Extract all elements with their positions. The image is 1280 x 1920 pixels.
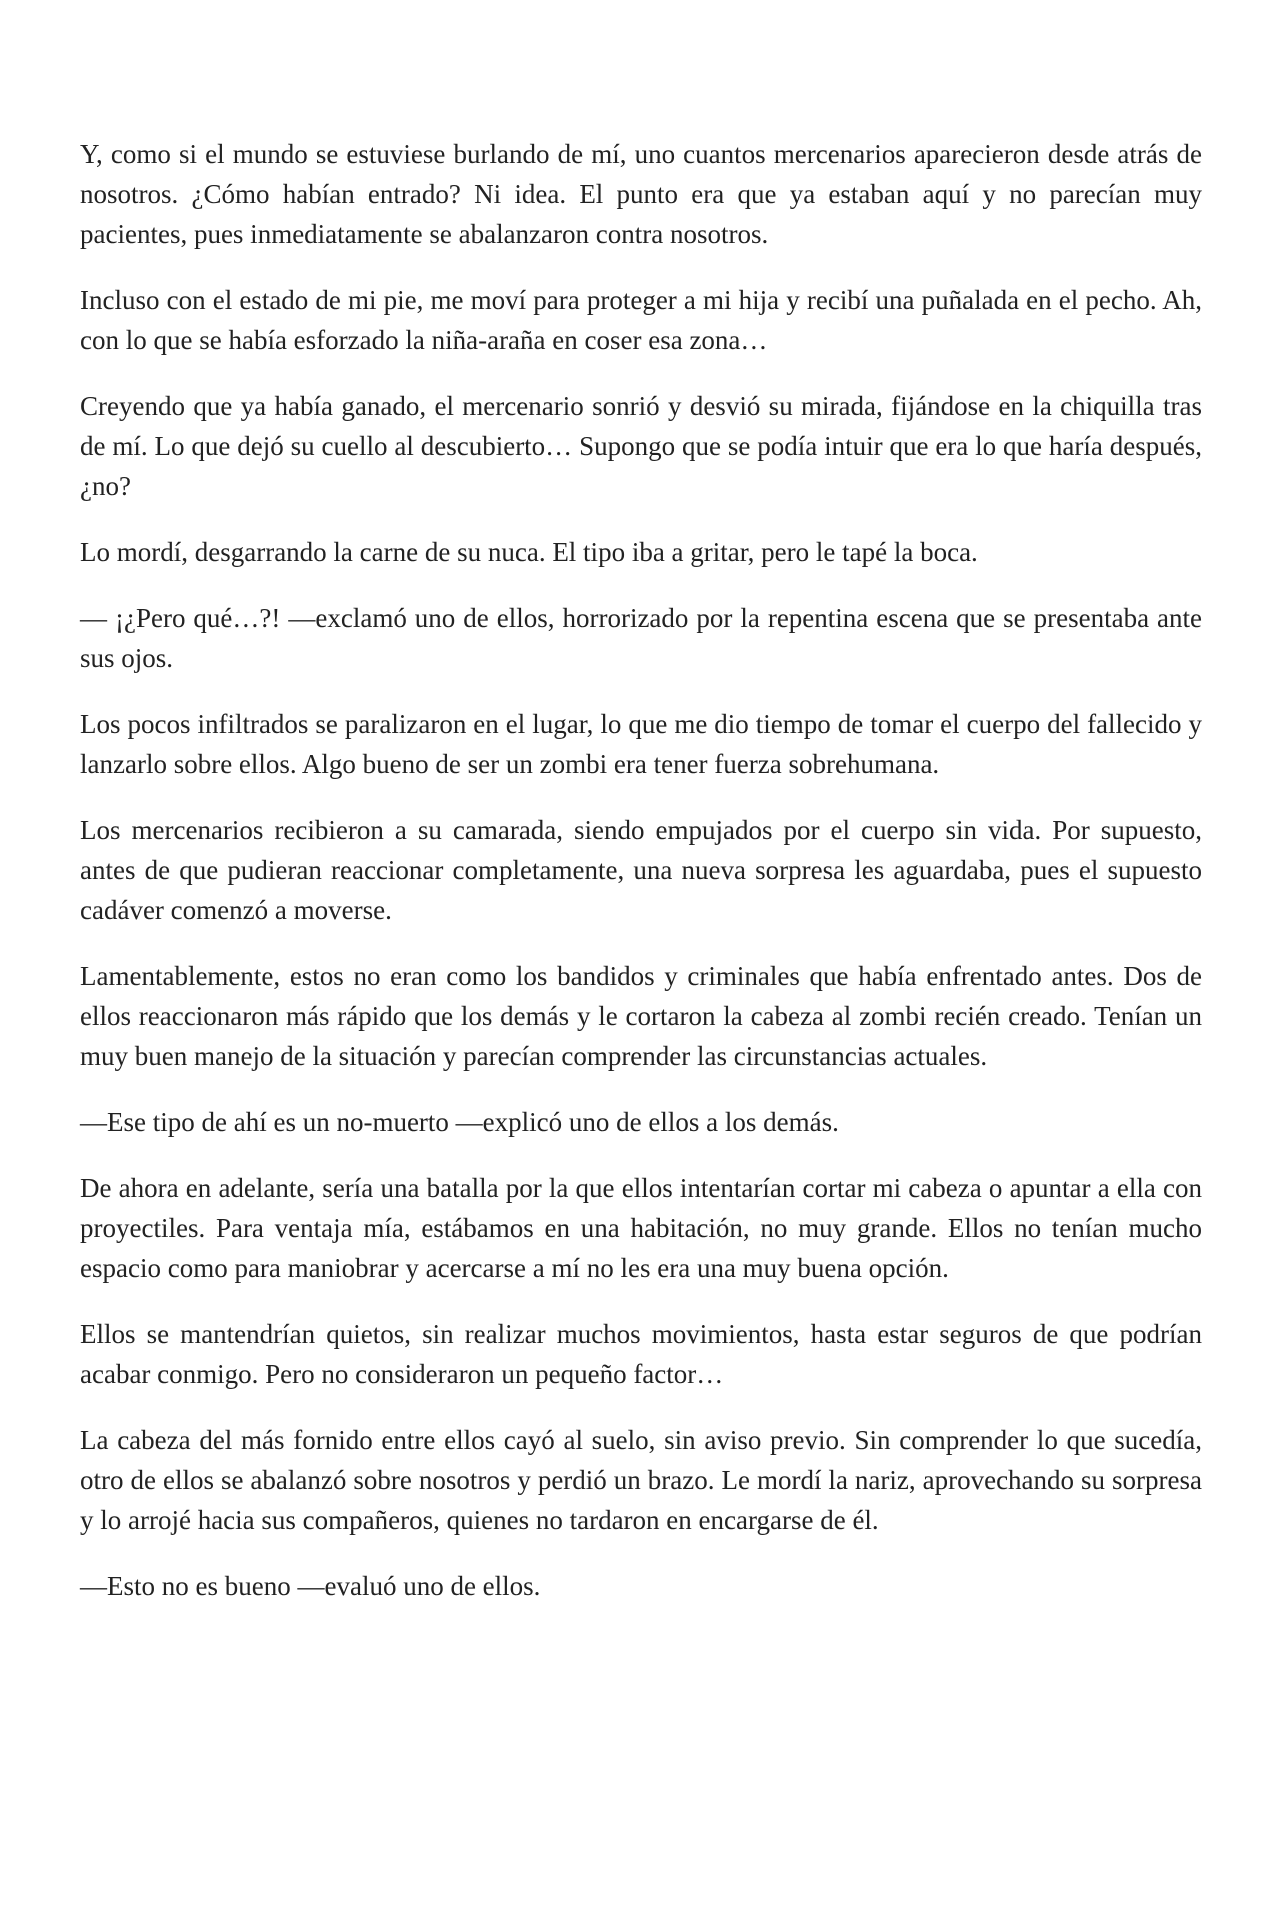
dialogue-paragraph: —Ese tipo de ahí es un no-muerto —explicó uno de ellos a los demás.	[80, 1107, 839, 1137]
paragraph: Los pocos infiltrados se paralizaron en el lugar, lo que me dio tiempo de tomar el cuerpo del fallecido y lanzarlo sobre ellos. Algo bueno de ser un zombi era tener fuerza sobrehumana.	[80, 709, 1202, 779]
paragraph: Ellos se mantendrían quietos, sin realizar muchos movimientos, hasta estar seguros de que podrían acabar conmigo. Pero no consideraron un pequeño factor…	[80, 1319, 1202, 1389]
paragraph: La cabeza del más fornido entre ellos cayó al suelo, sin aviso previo. Sin comprender lo que sucedía, otro de ellos se abalanzó sobre nosotros y perdió un brazo. Le mordí la nariz, aprovechando su sorpresa y lo arrojé hacia sus compañeros, quienes no tardaron en encargarse de él.	[80, 1425, 1202, 1535]
paragraph: Los mercenarios recibieron a su camarada, siendo empujados por el cuerpo sin vida. Por supuesto, antes de que pudieran reaccionar completamente, una nueva sorpresa les aguardaba, pues el supuesto cadáver comenzó a moverse.	[80, 815, 1202, 925]
paragraph: De ahora en adelante, sería una batalla por la que ellos intentarían cortar mi cabeza o apuntar a ella con proyectiles. Para ventaja mía, estábamos en una habitación, no muy grande. Ellos no tenían mucho espacio como para maniobrar y acercarse a mí no les era una muy buena opción.	[80, 1173, 1202, 1283]
dialogue-paragraph: — ¡¿Pero qué…?! —exclamó uno de ellos, horrorizado por la repentina escena que se presentaba ante sus ojos.	[80, 603, 1202, 673]
paragraph: Y, como si el mundo se estuviese burlando de mí, uno cuantos mercenarios aparecieron desde atrás de nosotros. ¿Cómo habían entrado? Ni idea. El punto era que ya estaban aquí y no parecían muy pacientes, pues inmediatamente se abalanzaron contra nosotros.	[80, 139, 1202, 249]
paragraph: Lamentablemente, estos no eran como los bandidos y criminales que había enfrentado antes. Dos de ellos reaccionaron más rápido que los demás y le cortaron la cabeza al zombi recién creado. Tenían un muy buen manejo de la situación y parecían comprender las circunstancias actuales.	[80, 961, 1202, 1071]
paragraph: Incluso con el estado de mi pie, me moví para proteger a mi hija y recibí una puñalada en el pecho. Ah, con lo que se había esforzado la niña-araña en coser esa zona…	[80, 285, 1202, 355]
paragraph: Creyendo que ya había ganado, el mercenario sonrió y desvió su mirada, fijándose en la chiquilla tras de mí. Lo que dejó su cuello al descubierto… Supongo que se podía intuir que era lo que haría después, ¿no?	[80, 391, 1202, 501]
paragraph: Lo mordí, desgarrando la carne de su nuca. El tipo iba a gritar, pero le tapé la boca.	[80, 537, 978, 567]
dialogue-paragraph: —Esto no es bueno —evaluó uno de ellos.	[80, 1571, 541, 1601]
document-body	[80, 134, 1202, 1632]
